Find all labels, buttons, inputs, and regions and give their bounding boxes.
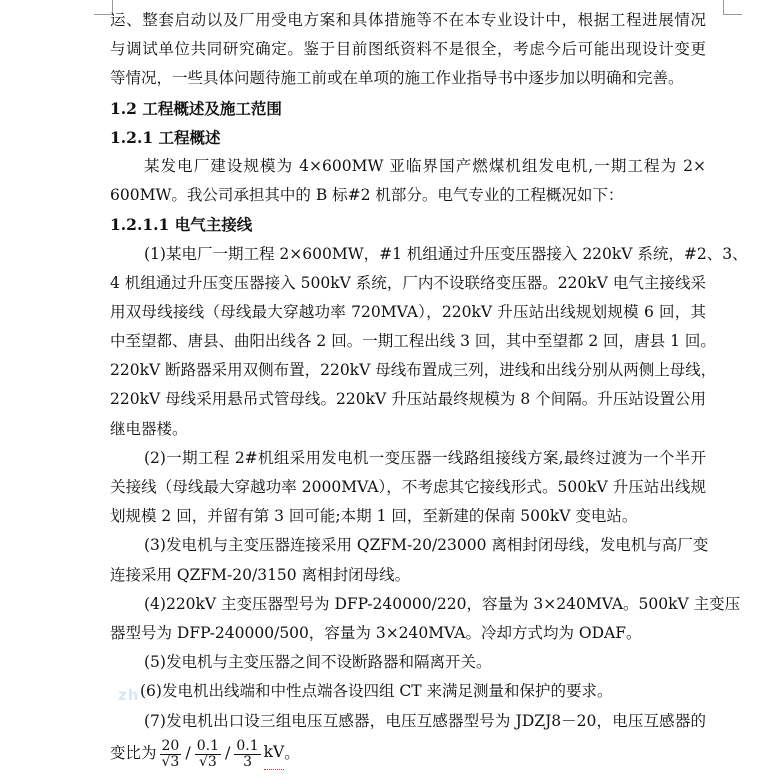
ratio-prefix: 变比为 — [110, 743, 157, 762]
para1-line-2: 4 机组通过升压变压器接入 500kV 系统，厂内不设联络变压器。220kV 电气主接线采 — [110, 273, 706, 292]
overview-line-2: 600MW。我公司承担其中的 B 标#2 机部分。电气专业的工程概况如下： — [110, 186, 624, 205]
ratio-slash-2: / — [225, 742, 231, 762]
ratio-fraction-1 — [160, 739, 182, 767]
ratio-fraction-1-denominator: √3 — [161, 754, 180, 767]
ratio-fraction-2-denominator: √3 — [198, 754, 217, 767]
para3-line-1: (3)发电机与主变压器连接采用 QZFM-20/23000 离相封闭母线，发电机与高厂变 — [144, 536, 709, 555]
para2-line-3: 划规模 2 回，并留有第 3 回可能;本期 1 回，至新建的保南 500kV 变电站。 — [110, 507, 638, 526]
para4-line-1: (4)220kV 主变压器型号为 DFP-240000/220，容量为 3×240MVA。500kV 主变压 — [144, 594, 741, 613]
intro-line-1: 运、整套启动以及厂用受电方案和具体措施等不在本专业设计中，根据工程进展情况 — [110, 11, 706, 29]
para6-line: (6)发电机出线端和中性点端各设四组 CT 来满足测量和保护的要求。 — [140, 682, 613, 701]
ratio-end: 。 — [284, 743, 300, 762]
intro-line-2: 与调试单位共同研究确定。鉴于目前图纸资料不是很全，考虑今后可能出现设计变更 — [110, 40, 706, 59]
ratio-slash-1: / — [185, 742, 191, 762]
ratio-unit: kV — [264, 735, 285, 770]
section-heading-1-2-1: 1.2.1 工程概述 — [110, 127, 221, 147]
ratio-fraction-2-numerator: 0.1 — [196, 737, 219, 754]
para1-line-6: 220kV 母线采用悬吊式管母线。220kV 升压站最终规模为 8 个间隔。升压站设置公用 — [110, 390, 706, 409]
section-heading-1-2-1-1: 1.2.1.1 电气主接线 — [110, 215, 253, 235]
para1-line-5: 220kV 断路器采用双侧布置，220kV 母线布置成三列，进线和出线分别从两侧上母线， — [110, 361, 717, 380]
page-corner-mark-right — [723, 0, 742, 15]
para4-line-2: 器型号为 DFP-240000/500，容量为 3×240MVA。冷却方式均为 ODAF。 — [110, 623, 642, 642]
ratio-fraction-1-numerator: 20 — [161, 737, 180, 754]
document-body — [110, 6, 748, 770]
ratio-fraction-3-denominator: 3 — [243, 754, 252, 767]
ratio-formula — [110, 736, 706, 770]
para2-line-2: 关接线（母线最大穿越功率 2000MVA），不考虑其它接线形式。500kV 升压站出线规 — [110, 478, 706, 496]
para3-line-2: 连接采用 QZFM-20/3150 离相封闭母线。 — [110, 565, 411, 584]
para1-line-1: (1)某电厂一期工程 2×600MW，#1 机组通过升压变压器接入 220kV 系统，#2、3、 — [144, 244, 748, 263]
para1-line-3: 用双母线接线（母线最大穿越功率 720MVA），220kV 升压站出线规划规模 6 回，其 — [110, 302, 706, 321]
ratio-fraction-3 — [234, 739, 260, 767]
ratio-fraction-3-numerator: 0.1 — [236, 737, 259, 754]
para2-line-1: (2)一期工程 2#机组采用发电机一变压器一线路组接线方案,最终过渡为一个半开 — [144, 448, 706, 467]
watermark-text: zh — [118, 686, 140, 704]
para1-line-4: 中至望都、唐县、曲阳出线各 2 回。一期工程出线 3 回，其中至望都 2 回，唐县 1 回。 — [110, 332, 716, 351]
para7-line: (7)发电机出口设三组电压互感器，电压互感器型号为 JDZJ8－20，电压互感器的 — [144, 711, 706, 730]
overview-line-1: 某发电厂建设规模为 4×600MW 亚临界国产燃煤机组发电机,一期工程为 2× — [144, 156, 706, 175]
intro-line-3: 等情况，一些具体问题待施工前或在单项的施工作业指导书中逐步加以明确和完善。 — [110, 69, 684, 88]
para1-line-7: 继电器楼。 — [110, 419, 188, 438]
ratio-fraction-2 — [195, 739, 221, 767]
para5-line: (5)发电机与主变压器之间不设断路器和隔离开关。 — [144, 653, 492, 672]
section-heading-1-2: 1.2 工程概述及施工范围 — [110, 98, 282, 118]
